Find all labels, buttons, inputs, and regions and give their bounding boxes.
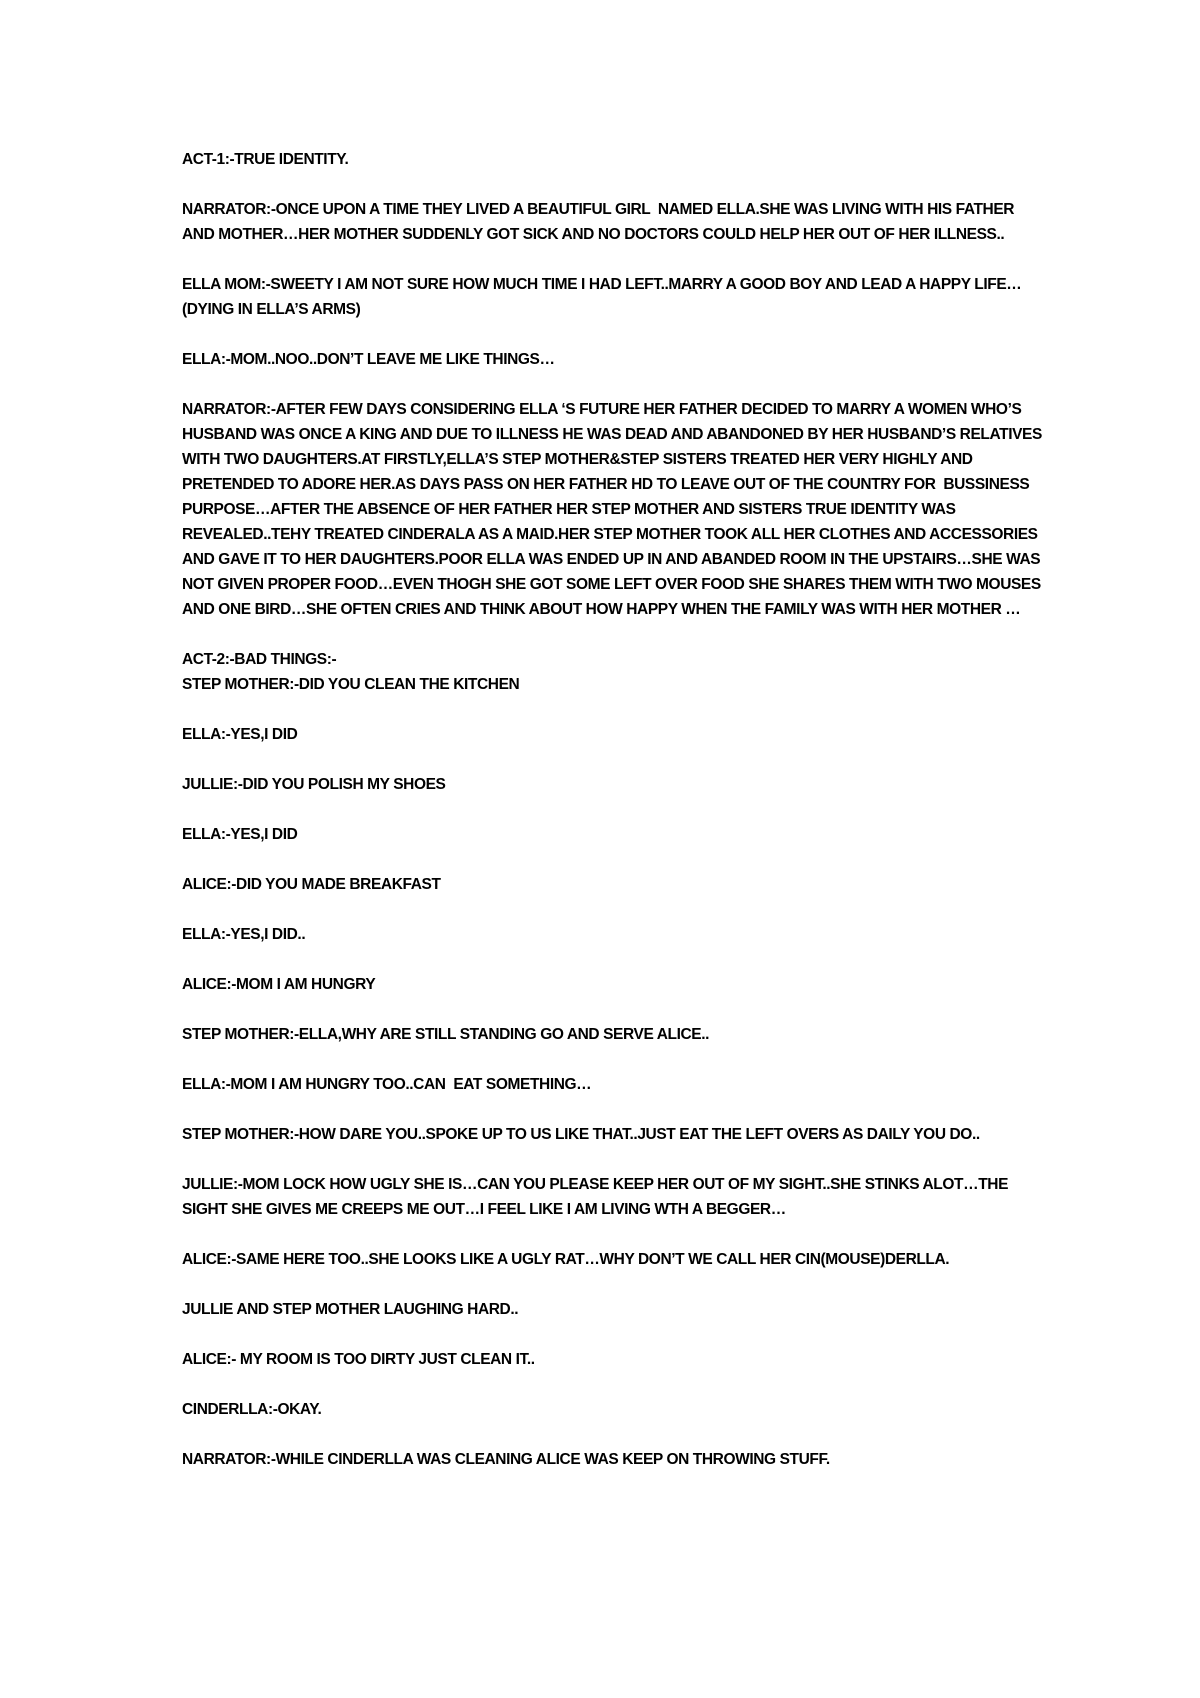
script-line: JULLIE:-MOM LOCK HOW UGLY SHE IS…CAN YOU PLEASE KEEP HER OUT OF MY SIGHT..SHE STINKS ALOT…THE SIGHT SHE GIVES ME CREEPS ME OUT…I FEEL LIKE I AM LIVING WTH A BEGGER… (182, 1176, 1012, 1218)
script-line: NARRATOR:-AFTER FEW DAYS CONSIDERING ELLA ‘S FUTURE HER FATHER DECIDED TO MARRY A WOMEN WHO’S HUSBAND WAS ONCE A KING AND DUE TO ILLNESS HE WAS DEAD AND ABANDONED BY HER HUSBAND’S RELATIVES WITH TWO DAUGHTERS.AT FIRSTLY,ELLA’S STEP MOTHER&STEP SISTERS TREATED HER VERY HIGHLY AND PRETENDED TO ADORE HER.AS DAYS PASS ON HER FATHER HD TO LEAVE OUT OF THE COUNTRY FOR BUSSINESS PURPOSE…AFTER THE ABSENCE OF HER FATHER HER STEP MOTHER AND SISTERS TRUE IDENTITY WAS REVEALED..TEHY TREATED CINDERALA AS A MAID.HER STEP MOTHER TOOK ALL HER CLOTHES AND ACCESSORIES AND GAVE IT TO HER DAUGHTERS.POOR ELLA WAS ENDED UP IN AND ABANDED ROOM IN THE UPSTAIRS…SHE WAS NOT GIVEN PROPER FOOD…EVEN THOGH SHE GOT SOME LEFT OVER FOOD SHE SHARES THEM WITH TWO MOUSES AND ONE BIRD…SHE OFTEN CRIES AND THINK ABOUT HOW HAPPY WHEN THE FAMILY WAS WITH HER MOTHER … (182, 401, 1046, 618)
script-line: ALICE:-DID YOU MADE BREAKFAST (182, 876, 441, 893)
script-line: STEP MOTHER:-ELLA,WHY ARE STILL STANDING GO AND SERVE ALICE.. (182, 1026, 710, 1043)
act-heading: ACT-1:-TRUE IDENTITY. (182, 151, 349, 168)
script-line: ELLA:-MOM..NOO..DON’T LEAVE ME LIKE THINGS… (182, 351, 555, 368)
script-line: ALICE:- MY ROOM IS TOO DIRTY JUST CLEAN IT.. (182, 1351, 535, 1368)
script-line: NARRATOR:-ONCE UPON A TIME THEY LIVED A BEAUTIFUL GIRL NAMED ELLA.SHE WAS LIVING WITH HIS FATHER AND MOTHER…HER MOTHER SUDDENLY GOT SICK AND NO DOCTORS COULD HELP HER OUT OF HER ILLNESS.. (182, 201, 1018, 243)
script-line: ELLA:-YES,I DID.. (182, 926, 306, 943)
script-line: STEP MOTHER:-HOW DARE YOU..SPOKE UP TO US LIKE THAT..JUST EAT THE LEFT OVERS AS DAILY YOU DO.. (182, 1126, 980, 1143)
script-line: ELLA:-YES,I DID (182, 726, 298, 743)
document-body (182, 147, 1046, 1497)
script-line: ALICE:-SAME HERE TOO..SHE LOOKS LIKE A UGLY RAT…WHY DON’T WE CALL HER CIN(MOUSE)DERLLA. (182, 1251, 950, 1268)
script-line: ELLA MOM:-SWEETY I AM NOT SURE HOW MUCH TIME I HAD LEFT..MARRY A GOOD BOY AND LEAD A HAPPY LIFE…(DYING IN ELLA’S ARMS) (182, 276, 1022, 318)
act-heading: ACT-2:-BAD THINGS:- (182, 651, 337, 668)
stage-direction: JULLIE AND STEP MOTHER LAUGHING HARD.. (182, 1301, 519, 1318)
script-line: ELLA:-MOM I AM HUNGRY TOO..CAN EAT SOMETHING… (182, 1076, 592, 1093)
script-line: JULLIE:-DID YOU POLISH MY SHOES (182, 776, 446, 793)
script-line: STEP MOTHER:-DID YOU CLEAN THE KITCHEN (182, 676, 520, 693)
script-line: NARRATOR:-WHILE CINDERLLA WAS CLEANING ALICE WAS KEEP ON THROWING STUFF. (182, 1451, 830, 1468)
script-line: ALICE:-MOM I AM HUNGRY (182, 976, 376, 993)
script-line: ELLA:-YES,I DID (182, 826, 298, 843)
script-line: CINDERLLA:-OKAY. (182, 1401, 322, 1418)
